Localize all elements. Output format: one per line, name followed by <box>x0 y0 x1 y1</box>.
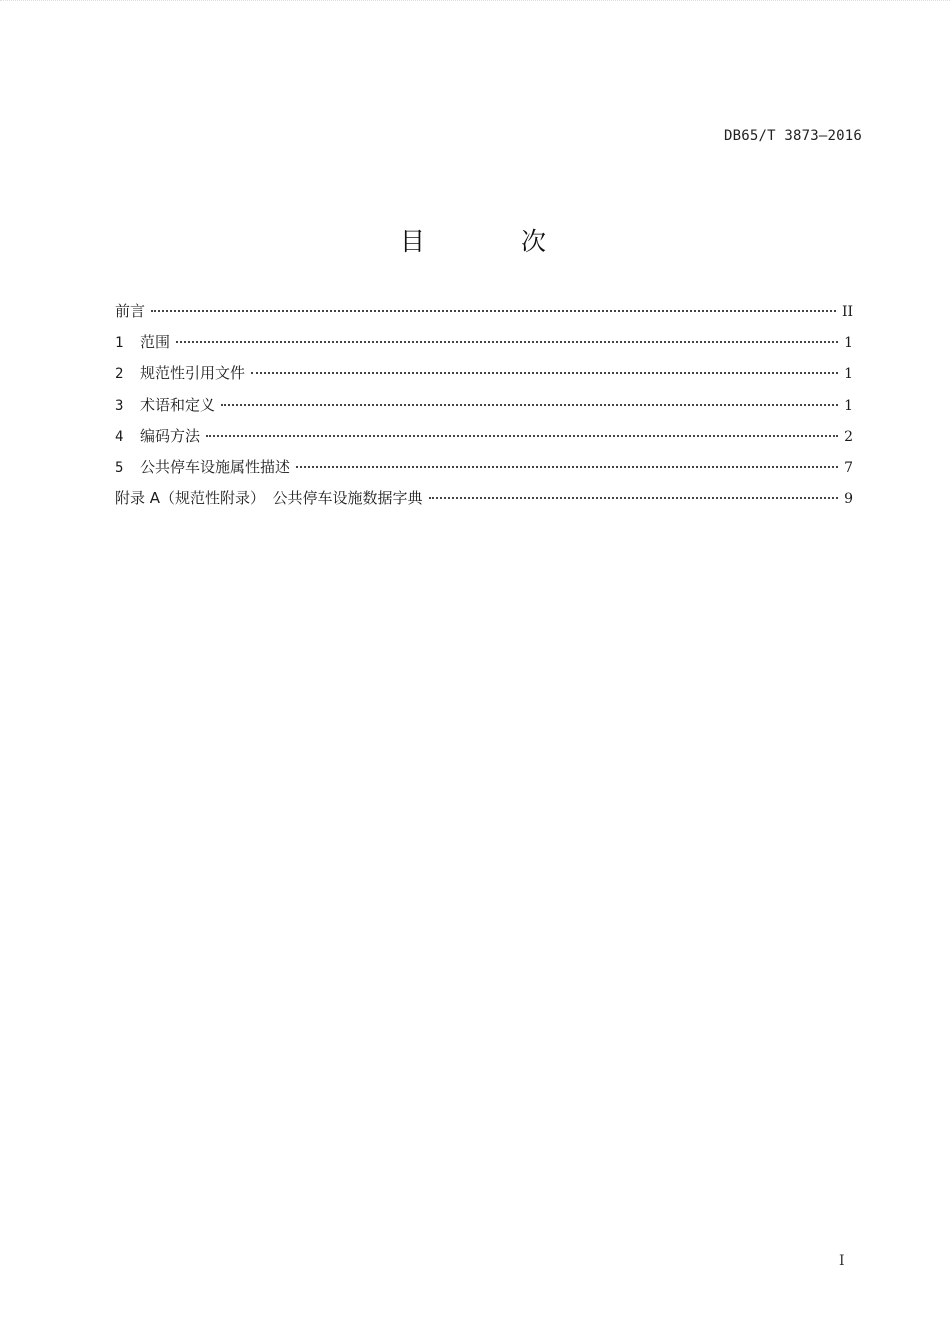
toc-entry-label: 规范性引用文件 <box>140 364 246 383</box>
toc-entry-coding-method[interactable] <box>115 425 853 456</box>
toc-entry-foreword[interactable] <box>115 300 853 331</box>
document-code: DB65/T 3873—2016 <box>723 128 862 144</box>
toc-entry-page: 9 <box>844 491 853 508</box>
toc-entry-number: 1 <box>115 335 124 352</box>
toc-entry-label: 附录 A（规范性附录） 公共停车设施数据字典 <box>115 489 423 508</box>
toc-entry-page: 1 <box>844 366 853 383</box>
page-number: I <box>839 1253 845 1269</box>
toc-entry-label: 前言 <box>115 302 146 320</box>
dot-leader <box>429 497 839 499</box>
toc-entry-number: 5 <box>115 459 124 476</box>
toc-entry-page: 7 <box>844 459 853 476</box>
toc-entry-label: 编码方法 <box>140 426 201 445</box>
toc-entry-label: 术语和定义 <box>140 395 216 414</box>
dot-leader <box>151 310 836 312</box>
dot-leader <box>251 372 838 374</box>
toc-entry-number: 4 <box>115 428 124 445</box>
toc-entry-number: 2 <box>115 366 124 383</box>
table-of-contents <box>115 300 853 518</box>
toc-entry-page: 1 <box>844 335 853 352</box>
scan-edge <box>0 0 950 7</box>
toc-entry-normative-references[interactable] <box>115 362 853 393</box>
toc-entry-scope[interactable] <box>115 331 853 362</box>
toc-entry-appendix-a[interactable] <box>115 487 853 518</box>
page-title: 目 次 <box>400 227 590 256</box>
toc-entry-attribute-description[interactable] <box>115 456 853 487</box>
toc-entry-terms-definitions[interactable] <box>115 394 853 425</box>
dot-leader <box>221 404 838 406</box>
toc-entry-number: 3 <box>115 397 124 414</box>
toc-entry-label: 范围 <box>140 333 171 352</box>
toc-entry-page: 1 <box>844 397 853 414</box>
toc-entry-page: 2 <box>844 428 853 445</box>
dot-leader <box>296 466 838 468</box>
toc-entry-page: II <box>841 304 853 320</box>
dot-leader <box>176 341 838 343</box>
toc-entry-label: 公共停车设施属性描述 <box>140 457 291 476</box>
dot-leader <box>206 435 838 437</box>
